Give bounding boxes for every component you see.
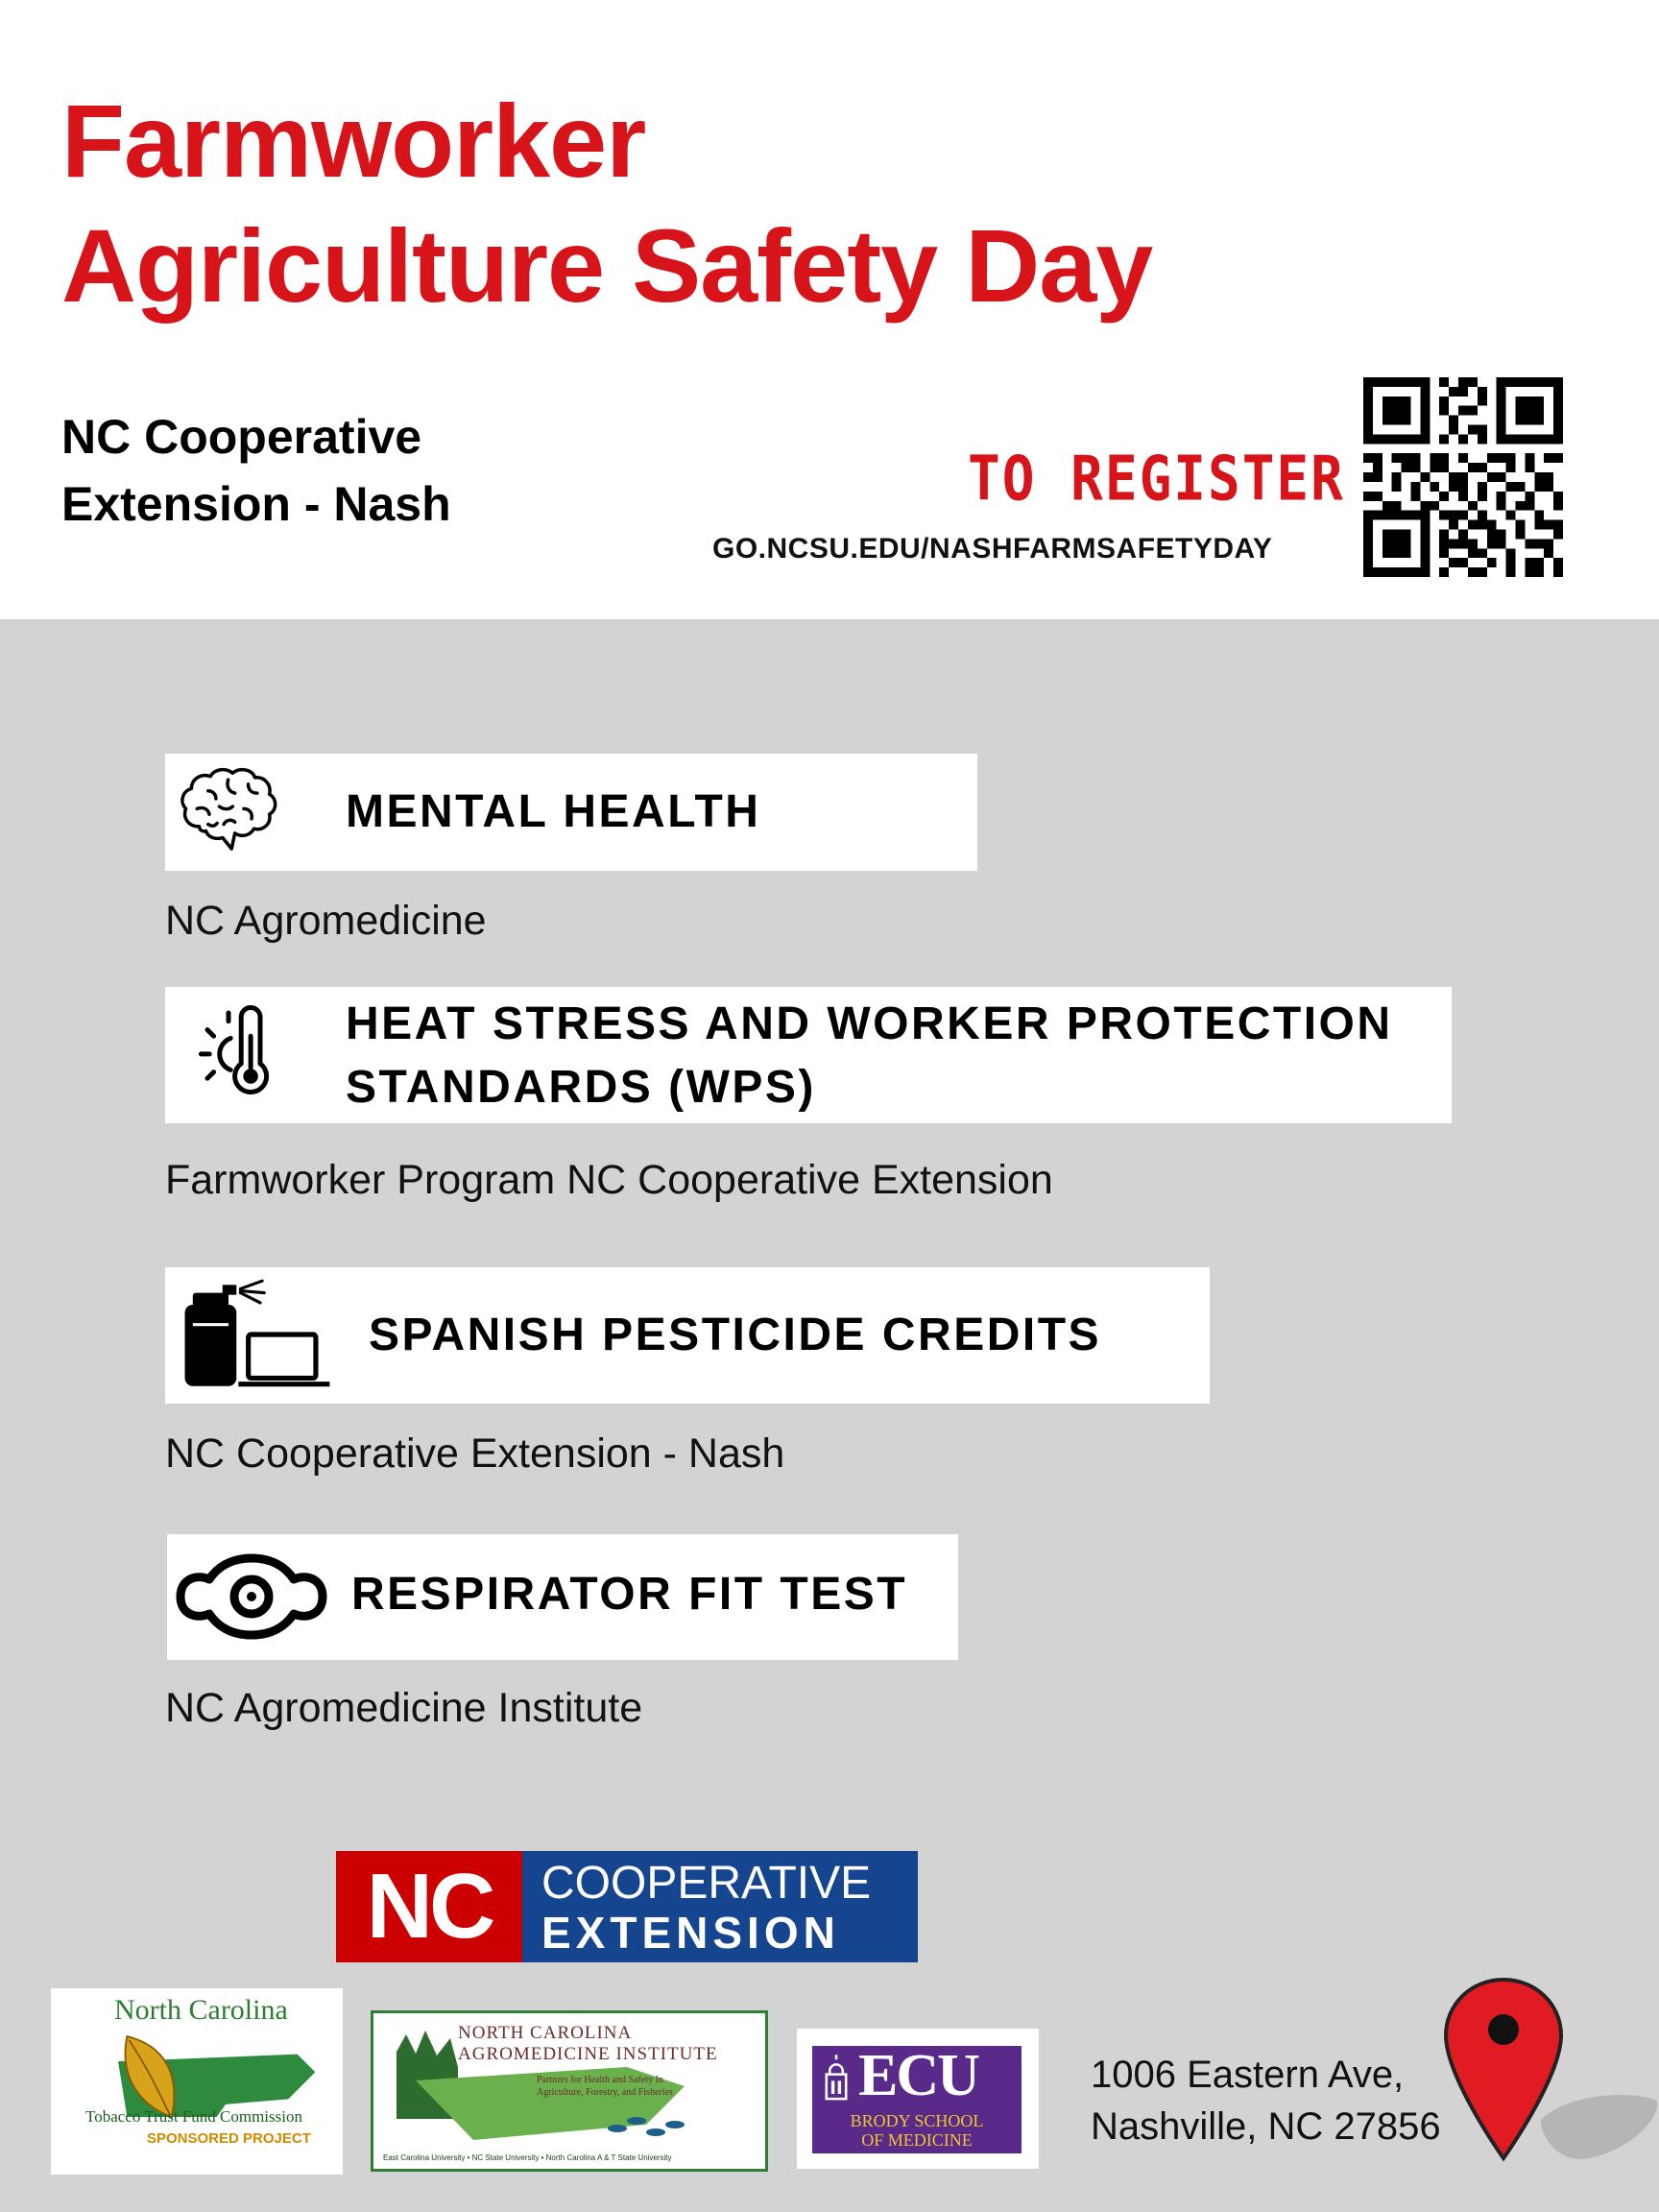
- agromedicine-logo-line2: AGROMEDICINE INSTITUTE: [458, 2044, 718, 2064]
- register-url[interactable]: GO.NCSU.EDU/NASHFARMSAFETYDAY: [712, 533, 1273, 565]
- map-pin-icon: [1440, 1976, 1659, 2168]
- event-title-line2: Agriculture Safety Day: [61, 207, 1153, 324]
- session-card-respirator: [167, 1534, 958, 1660]
- session-title-respirator: RESPIRATOR FIT TEST: [351, 1569, 908, 1620]
- session-title-pesticide: SPANISH PESTICIDE CREDITS: [369, 1310, 1102, 1360]
- session-title-heat-stress-line2: STANDARDS (WPS): [346, 1062, 816, 1113]
- agromedicine-institute-logo: [371, 2010, 768, 2172]
- agromedicine-logo-tagline2: Agriculture, Forestry, and Fisheries: [537, 2087, 673, 2098]
- ecu-brody-logo: [797, 2029, 1039, 2169]
- nc-extension-logo: [336, 1851, 918, 1962]
- ecu-logo-line1: BRODY SCHOOL: [850, 2111, 984, 2130]
- session-presenter-respirator: NC Agromedicine Institute: [165, 1685, 643, 1731]
- organizer: [61, 403, 451, 538]
- session-card-heat-stress: [165, 987, 1452, 1123]
- agromedicine-logo-footer: East Carolina University • NC State University • North Carolina A & T State University: [383, 2153, 672, 2162]
- nc-extension-mark: NC: [336, 1851, 522, 1962]
- qr-code-icon[interactable]: [1363, 377, 1563, 577]
- agromedicine-logo-line1: NORTH CAROLINA: [458, 2023, 633, 2043]
- event-title: [61, 79, 1152, 328]
- register-label: TO REGISTER: [968, 444, 1345, 516]
- ecu-cupola-icon: [820, 2052, 853, 2104]
- nc-extension-line1: COOPERATIVE: [541, 1858, 872, 1909]
- organizer-line2: Extension - Nash: [61, 477, 451, 531]
- session-title-heat-stress: [346, 993, 1393, 1119]
- ecu-logo-inner: [812, 2043, 1022, 2153]
- tobacco-logo-line1: North Carolina: [114, 1994, 288, 2026]
- nc-extension-line2: EXTENSION: [541, 1908, 840, 1958]
- event-title-line1: Farmworker: [61, 83, 646, 199]
- tobacco-logo-line2: Tobacco Trust Fund Commission: [85, 2107, 302, 2126]
- session-title-mental-health: MENTAL HEALTH: [346, 786, 761, 837]
- address-line2: Nashville, NC 27856: [1091, 2105, 1441, 2148]
- ecu-logo-line2: OF MEDICINE: [861, 2130, 973, 2150]
- ecu-logo-mark: ECU: [858, 2043, 978, 2108]
- respirator-mask-icon: [175, 1548, 328, 1646]
- session-presenter-heat-stress: Farmworker Program NC Cooperative Extension: [165, 1157, 1053, 1203]
- brain-icon: [175, 757, 286, 869]
- session-presenter-mental-health: NC Agromedicine: [165, 898, 487, 944]
- header: [0, 0, 1659, 619]
- address-line1: 1006 Eastern Ave,: [1091, 2054, 1405, 2096]
- session-presenter-pesticide: NC Cooperative Extension - Nash: [165, 1431, 785, 1477]
- event-address: [1091, 2049, 1441, 2152]
- agromedicine-logo-tagline1: Partners for Health and Safety In: [537, 2075, 663, 2085]
- session-card-pesticide: [165, 1267, 1210, 1404]
- tobacco-logo-line3: SPONSORED PROJECT: [147, 2130, 311, 2147]
- pesticide-laptop-icon: [179, 1275, 338, 1394]
- nc-extension-text: [522, 1851, 918, 1962]
- session-title-heat-stress-line1: HEAT STRESS AND WORKER PROTECTION: [346, 998, 1393, 1049]
- session-card-mental-health: [165, 754, 977, 871]
- tobacco-trust-fund-logo: [51, 1988, 343, 2175]
- thermometer-sun-icon: [186, 1002, 292, 1108]
- organizer-line1: NC Cooperative: [61, 410, 422, 464]
